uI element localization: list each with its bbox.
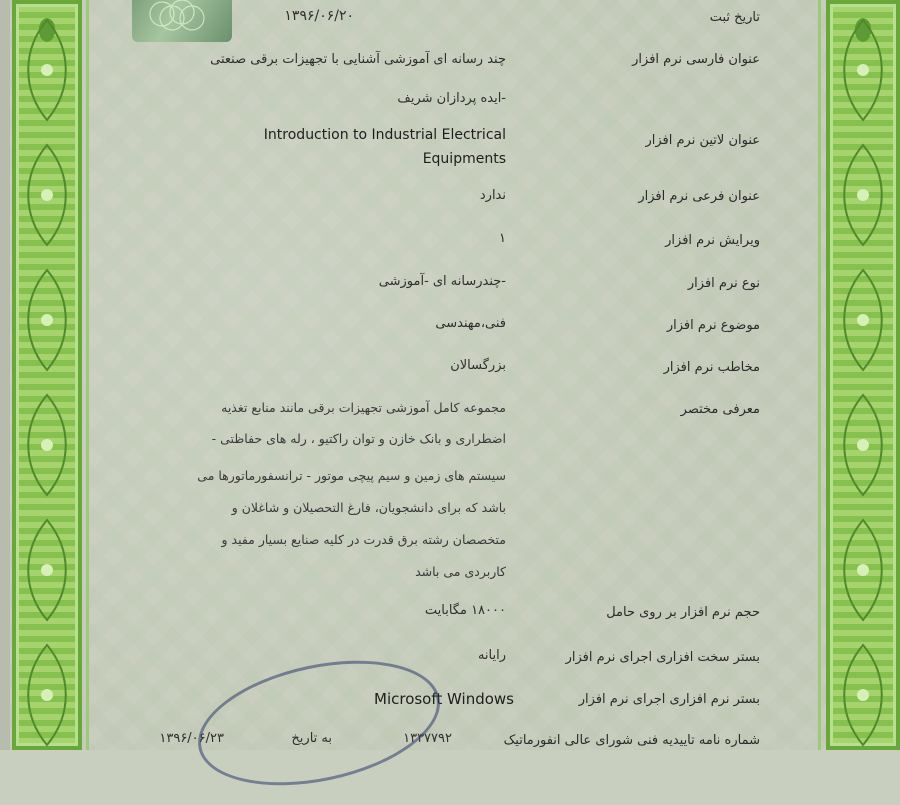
summary-line-3: سیستم های زمین و سیم پیچی موتور - ترانسفورماتورها می: [197, 468, 506, 483]
hardware-label: بستر سخت افزاری اجرای نرم افزار: [565, 650, 760, 665]
ornamental-border-right-icon: [826, 0, 900, 750]
registration-date-value: ۱۳۹۶/۰۶/۲۰: [284, 8, 354, 24]
subtitle-label: عنوان فرعی نرم افزار: [638, 189, 760, 204]
stamp-icon: [187, 641, 452, 805]
edition-value: ۱: [499, 231, 506, 246]
subject-label: موضوع نرم افزار: [666, 318, 760, 333]
subtitle-value: ندارد: [479, 188, 506, 203]
size-value: ۱۸۰۰۰ مگابایت: [424, 603, 506, 618]
size-label: حجم نرم افزار بر روی حامل: [606, 605, 760, 620]
summary-label: معرفی مختصر: [680, 402, 760, 417]
persian-title-value-line2: -ایده پردازان شریف: [397, 91, 506, 106]
inner-frame-line-left: [86, 0, 89, 750]
summary-line-2: اضطراری و بانک خازن و توان راکتیو ، رله های حفاظتی -: [211, 431, 506, 446]
software-label: بستر نرم افزاری اجرای نرم افزار: [578, 692, 760, 707]
approval-label: شماره نامه تاییدیه فنی شورای عالی انفورماتیک: [503, 733, 760, 748]
registration-date-label: تاریخ ثبت: [709, 10, 760, 25]
audience-value: بزرگسالان: [450, 358, 506, 373]
ornamental-border-left-icon: [12, 0, 82, 750]
approval-date-prefix: به تاریخ: [291, 731, 332, 746]
persian-title-label: عنوان فارسی نرم افزار: [632, 52, 760, 67]
persian-title-value-line1: چند رسانه ای آموزشی آشنایی با تجهیزات برقی صنعتی: [210, 52, 506, 67]
software-value: Microsoft Windows: [374, 690, 514, 708]
approval-number: ۱۳۳۷۷۹۲: [403, 731, 452, 746]
type-value: -چندرسانه ای -آموزشی: [378, 274, 506, 289]
hardware-value: رایانه: [477, 648, 506, 663]
scan-margin: [0, 0, 10, 750]
latin-title-value-line2: Equipments: [422, 151, 506, 167]
inner-frame-line-right: [818, 0, 821, 750]
summary-line-6: کاربردی می باشد: [415, 564, 506, 579]
subject-value: فنی،مهندسی: [435, 316, 506, 331]
type-label: نوع نرم افزار: [687, 276, 760, 291]
edition-label: ویرایش نرم افزار: [665, 233, 760, 248]
latin-title-value-line1: Introduction to Industrial Electrical: [263, 127, 506, 143]
hologram-seal-icon: [132, 0, 232, 42]
approval-date: ۱۳۹۶/۰۶/۲۳: [159, 731, 224, 746]
summary-line-4: باشد که برای دانشجویان، فارغ التحصیلان و شاغلان و: [231, 500, 506, 515]
summary-line-1: مجموعه کامل آموزشی تجهیزات برقی مانند منابع تغذیه: [221, 400, 506, 415]
audience-label: مخاطب نرم افزار: [663, 360, 760, 375]
summary-line-5: متخصصان رشته برق قدرت در کلیه صنایع بسیار مفید و: [221, 532, 506, 547]
latin-title-label: عنوان لاتین نرم افزار: [645, 133, 760, 148]
